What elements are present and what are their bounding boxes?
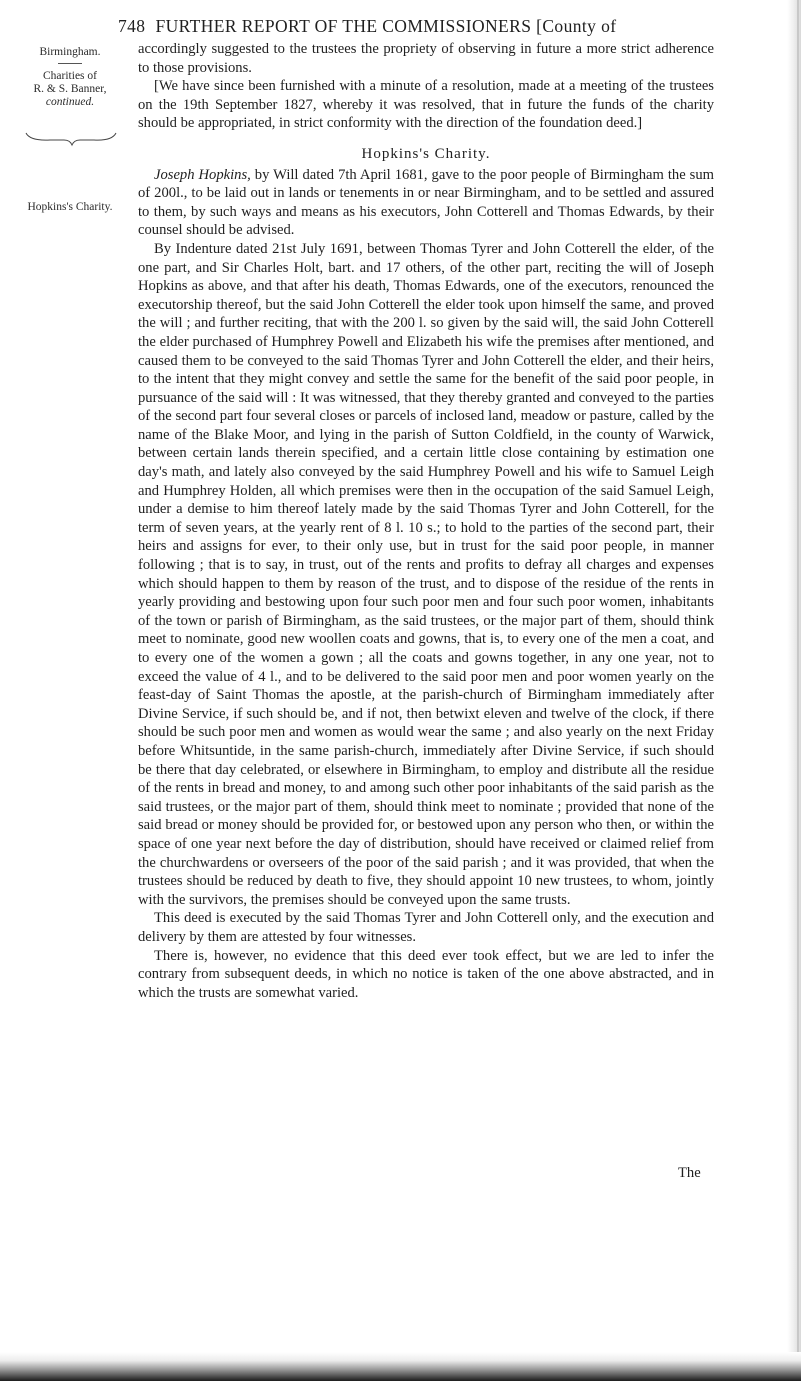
paragraph-3 — [138, 166, 714, 240]
margin-charities-line1: Charities of — [43, 70, 97, 82]
paragraph-1: accordingly suggested to the trustees the propriety of observing in future a more strict adherence to those provisions. — [138, 41, 714, 76]
margin-hopkins: Hopkins's Charity. — [27, 201, 113, 213]
paragraph-3-text: by Will dated 7th April 1681, gave to the poor people of Birmingham the sum of 200l., to be laid out in lands or tenements in or near Birmingham, and to be settled and assured to them, by such ways and means as his executors, John Cotterell and Thomas Edwards, by their counsel should be advised. — [138, 166, 714, 239]
page-number: 748 — [118, 16, 146, 36]
margin-dash — [58, 63, 82, 64]
paragraph-4: By Indenture dated 21st July 1691, between Thomas Tyrer and John Cotterell the elder, of the one part, and Sir Charles Holt, bart. and 17 others, of the other part, reciting the will of Joseph Hopkins as above, and that after his death, Thomas Edwards, one of the executors, renounced the executorship thereof, but the said John Cotterell the elder took upon himself the same, and proved the will ; and further reciting, that with the 200 l. so given by the said will, the said John Cotterell the elder purchased of Humphrey Powell and Elizabeth his wife the premises after mentioned, and caused them to be conveyed to the said Thomas Tyrer and John Cotterell the elder, and their heirs, to the intent that they might convey and settle the same for the benefit of the said poor people, in pursuance of the said will : It was witnessed, that they thereby granted and conveyed to the parties of the second part four several closes or parcels of inclosed land, meadow or pasture, called by the name of the Blake Moor, and lying in the parish of Sutton Coldfield, in the county of Warwick, between certain lands therein specified, and a certain little close containing by estimation one day's math, and lately also conveyed by the said Humphrey Powell and his wife to Samuel Leigh and Humphrey Holden, all which premises were then in the occupation of the said Samuel Leigh, under a demise to him thereof lately made by the said Thomas Tyrer and John Cotterell, for the term of seven years, at the yearly rent of 8 l. 10 s.; to hold to the parties of the second part, their heirs and assigns for ever, to their only use, but in trust for the said poor people, in manner following ; that is to say, in trust, out of the rents and profits to defray all charges and expenses which should happen to them by reason of the trust, and to dispose of the residue of the rents in yearly providing and bestowing upon four such poor men and four such poor women, inhabitants of the town or parish of Birmingham, as the said trustees, or the major part of them, should think meet to nominate, good new woollen coats and gowns, that is, to every one of the men a coat, and to every one of the women a gown ; all the coats and gowns together, in any one year, not to exceed the value of 4 l., and to be delivered to the said poor men and poor women yearly on the feast-day of Saint Thomas the apostle, at the parish-church of Birmingham immediately after Divine Service, if such should be, and if not, then betwixt eleven and twelve of the clock, if there should be such poor men and women as would wear the same ; and also yearly on the next Friday before Whitsuntide, in the same parish-church, immediately after Divine Service, if such should be there that day celebrated, or elsewhere in Birmingham, to employ and distribute all the residue of the rents in bread and money, to and among such other poor inhabitants of the said parish as the said trustees, or the major part of them, should think meet to nominate ; provided that none of the said bread or money should be provided for, or bestowed upon any person who then, or within the space of one year next before the day of distribution, should have received or claimed relief from the churchwardens or overseers of the poor of the said parish ; and it was provided, that when the trustees should be reduced by death to five, they should appoint 10 new trustees, to whom, jointly with the survivors, the premises should be conveyed upon the same trusts. — [138, 240, 714, 908]
body-text — [138, 40, 714, 1002]
margin-note-hopkins — [20, 201, 120, 214]
running-header — [118, 16, 718, 37]
margin-brace-icon — [20, 131, 120, 147]
margin-charities-line2: R. & S. Banner, — [33, 83, 107, 95]
margin-continued: continued. — [45, 96, 95, 108]
margin-note-birmingham — [20, 46, 120, 109]
testator-name: Joseph Hopkins, — [154, 166, 251, 183]
scan-bottom-edge — [0, 1352, 801, 1381]
section-heading: Hopkins's Charity. — [361, 145, 491, 162]
catchword: The — [678, 1165, 701, 1181]
page-edge-line — [797, 0, 799, 1381]
paragraph-6: There is, however, no evidence that this deed ever took effect, but we are led to infer the contrary from subsequent deeds, in which no notice is taken of the one above abstracted, and in which the trusts are somewhat varied. — [138, 947, 714, 1001]
running-title: FURTHER REPORT OF THE COMMISSIONERS [County of — [155, 16, 617, 36]
paragraph-5: This deed is executed by the said Thomas Tyrer and John Cotterell only, and the execution and delivery by them are attested by four witnesses. — [138, 910, 714, 945]
paragraph-2: [We have since been furnished with a minute of a resolution, made at a meeting of the trustees on the 19th September 1827, whereby it was resolved, that in future the funds of the charity should be appropriated, in strict conformity with the direction of the foundation deed.] — [138, 78, 714, 132]
margin-place: Birmingham. — [39, 46, 101, 58]
